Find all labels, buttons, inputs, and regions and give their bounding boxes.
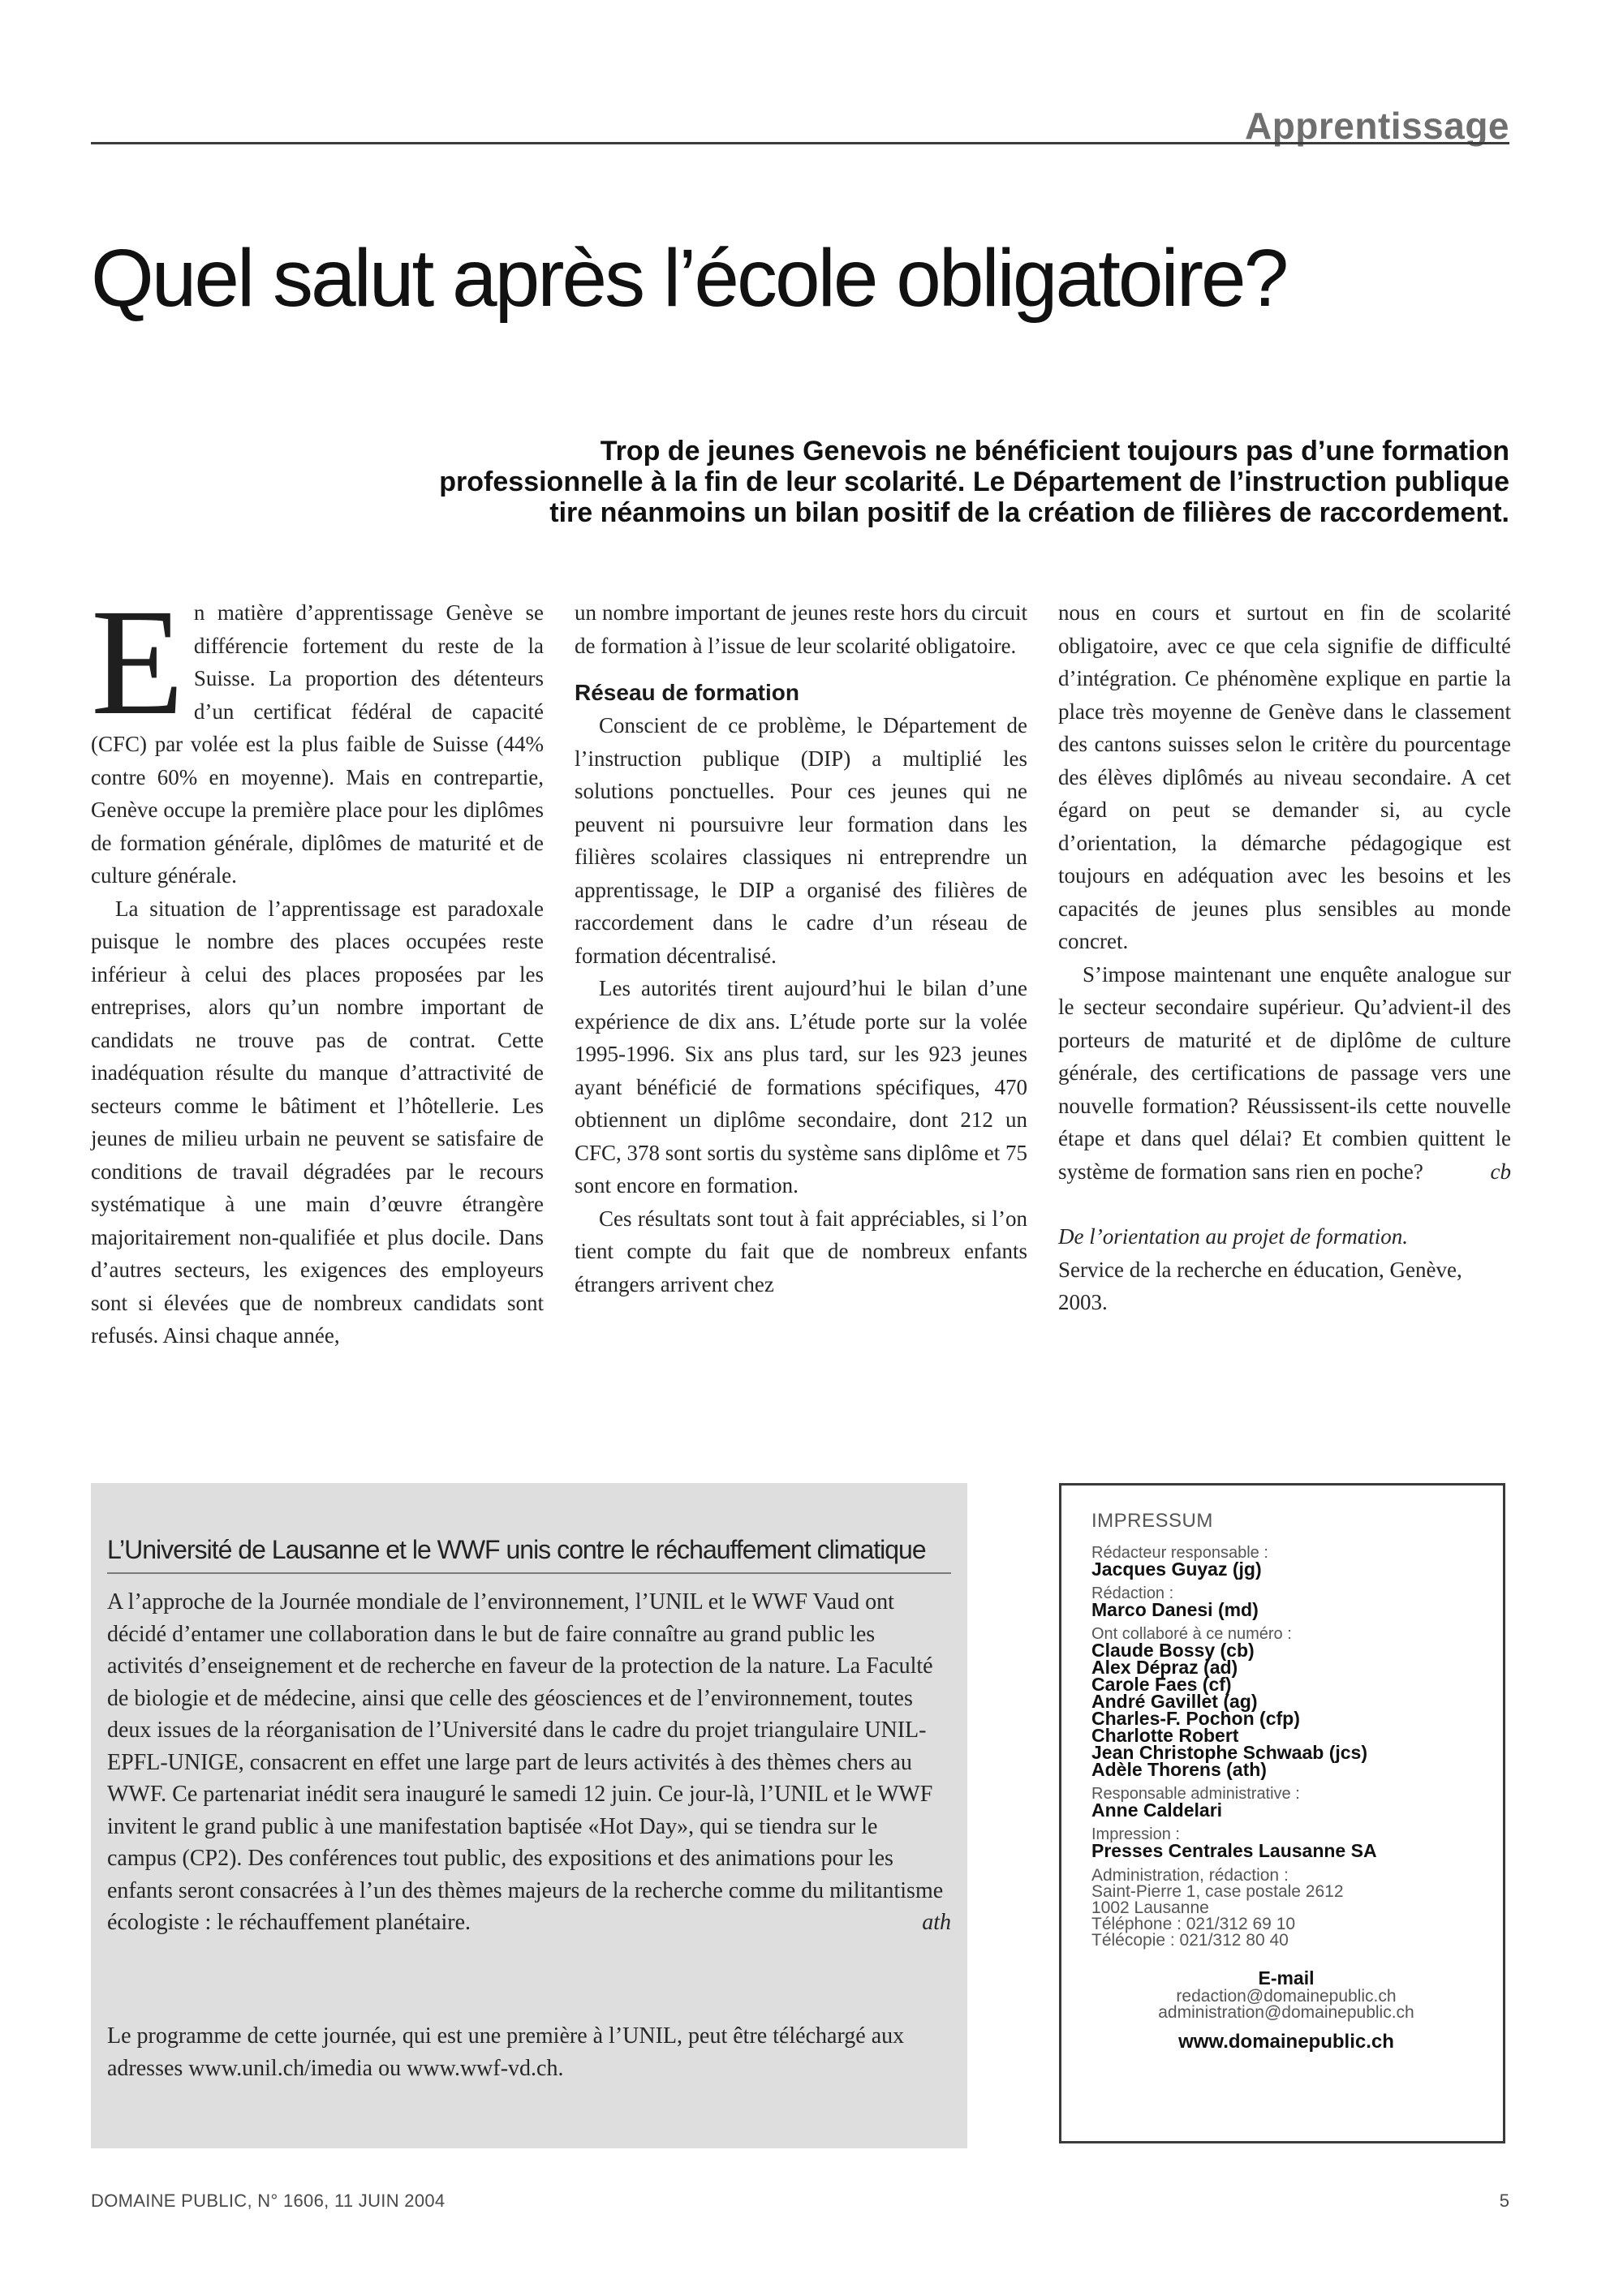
lead-line: tire néanmoins un bilan positif de la création de filières de raccordement.	[549, 497, 1509, 528]
article-paragraph: Conscient de ce problème, le Département de l’instruction publique (DIP) a multiplié les solutions ponctuelles. Pour ces jeunes qui ne peuvent ni poursuivre leur formation dans les filières scolaires classiques ni entreprendre un apprentissage, le DIP a organisé des filières de raccordement dans le cadre d’un réseau de formation décentralisé.	[575, 713, 1027, 968]
article-paragraph: Ces résultats sont tout à fait appréciables, si l’on tient compte du fait que de nombreux enfants étrangers arrivent chez	[575, 1206, 1027, 1296]
sidebar-paragraph: Le programme de cette journée, qui est une première à l’UNIL, peut être téléchargé aux adresses www.unil.ch/imedia ou www.wwf-vd.ch.	[107, 2023, 905, 2081]
footer-issue: DOMAINE PUBLIC, N° 1606, 11 JUIN 2004	[91, 2191, 446, 2211]
impressum-address	[1091, 1868, 1481, 1949]
website-link[interactable]: www.domainepublic.ch	[1178, 2031, 1394, 2053]
sidebar-signature: ath	[922, 1910, 951, 1935]
article-title: Quel salut après l’école obligatoire?	[91, 233, 1287, 324]
impressum-editor	[1091, 1546, 1481, 1578]
article-paragraph	[1058, 958, 1511, 1189]
paragraph-text: n matière d’apprentissage Genève se différencie fortement du reste de la Suisse. La proportion des détenteurs d’un certificat fédéral de capacité (CFC) par volée est la plus faible de Suisse (44% contre 60% en moyenne). Mais en contrepartie, Genève occupe la première place pour les diplômes de formation générale, diplômes de maturité et de culture générale.	[91, 600, 544, 888]
impressum-heading: IMPRESSUM	[1091, 1510, 1213, 1532]
article-lead	[146, 436, 1509, 528]
impressum-label: Rédaction :	[1091, 1584, 1174, 1602]
source-reference	[1058, 1220, 1511, 1319]
impressum-box	[1059, 1483, 1505, 2143]
sidebar-box-rule	[107, 1572, 951, 1574]
lead-line: professionnelle à la fin de leur scolarité. Le Département de l’instruction publique	[439, 467, 1509, 497]
contributor-name: Adèle Thorens (ath)	[1091, 1759, 1267, 1780]
phone-number: Téléphone : 021/312 69 10	[1091, 1915, 1296, 1933]
page-number: 5	[1499, 2191, 1509, 2211]
impressum-label: Impression :	[1091, 1825, 1180, 1843]
contributor-name: Charles-F. Pochon (cfp)	[1091, 1708, 1300, 1729]
section-label: Apprentissage	[1244, 105, 1509, 147]
paragraph-text: S’impose maintenant une enquête analogue sur le secteur secondaire supérieur. Qu’advient-il des porteurs de maturité et de diplôme de culture générale, des certifications de passage vers une nouvelle formation? Réussissent-ils cette nouvelle étape et dans quel délai? Et combien quittent le système de formation sans rien en poche?	[1058, 961, 1511, 1184]
impressum-label: Ont collaboré à ce numéro :	[1091, 1625, 1292, 1643]
article-column-1	[91, 577, 544, 1352]
article-paragraph	[91, 577, 544, 892]
paragraph-text: A l’approche de la Journée mondiale de l’environnement, l’UNIL et le WWF Vaud ont décidé d’entamer une collaboration dans le but de faire connaître au grand public les activités d’enseignement et de recherche en faveur de la protection de la nature. La Faculté de biologie et de médecine, ainsi que celle des géosciences et de l’environnement, toutes deux issues de la réorganisation de l’Université dans le cadre du projet triangulaire UNIL-EPFL-UNIGE, consacrent en effet une large part de leurs activités à des thèmes chers au WWF. Ce partenariat inédit sera inauguré le samedi 12 juin. Ce jour-là, l’UNIL et le WWF invitent le grand public à une manifestation baptisée «Hot Day», qui se tiendra sur le campus (CP2). Des conférences tout public, des expositions et des animations pour les enfants seront consacrées à l’un des thèmes majeurs de la recherche comme du militantisme écologiste : le réchauffement planétaire.	[107, 1589, 944, 1935]
drop-cap: E	[91, 577, 184, 746]
impressum-printer	[1091, 1827, 1481, 1860]
sidebar-box-note	[107, 2020, 951, 2084]
contributor-name: André Gavillet (ag)	[1091, 1691, 1258, 1712]
impressum-admin	[1091, 1786, 1481, 1819]
impressum-value: Jacques Guyaz (jg)	[1091, 1559, 1262, 1580]
article-column-2	[575, 596, 1027, 1301]
article-paragraph: un nombre important de jeunes reste hors du circuit de formation à l’issue de leur scolarité obligatoire.	[575, 600, 1027, 658]
article-paragraph: nous en cours et surtout en fin de scolarité obligatoire, avec ce que cela signifie de difficulté d’intégration. Ce phénomène explique en partie la place très moyenne de Genève dans le classement des cantons suisses selon le critère du pourcentage des élèves diplômés au niveau secondaire. A cet égard on peut se demander si, au cycle d’orientation, la démarche pédagogique est toujours en adéquation avec les besoins et les capacités de jeunes plus sensibles au monde concret.	[1058, 600, 1511, 953]
email-link[interactable]: redaction@domainepublic.ch	[1176, 1987, 1397, 2006]
article-paragraph: La situation de l’apprentissage est paradoxale puisque le nombre des places occupées reste inférieur à celui des places proposées par les entreprises, alors qu’un nombre important de candidats ne trouve pas de contrat. Cette inadéquation résulte du manque d’attractivité de secteurs comme le bâtiment et l’hôtellerie. Les jeunes de milieu urbain ne peuvent se satisfaire de conditions de travail dégradées par le recours systématique à une main d’œuvre étrangère majoritairement non-qualifiée et plus docile. Dans d’autres secteurs, les exigences des employeurs sont si élevées que de nombreux candidats sont refusés. Ainsi chaque année,	[91, 896, 544, 1348]
impressum-value: Anne Caldelari	[1091, 1799, 1223, 1821]
sidebar-box-title: L’Université de Lausanne et le WWF unis contre le réchauffement climatique	[107, 1535, 926, 1564]
contributor-name: Jean Christophe Schwaab (jcs)	[1091, 1742, 1367, 1763]
impressum-editorial	[1091, 1586, 1481, 1619]
impressum-value: Marco Danesi (md)	[1091, 1599, 1259, 1620]
fax-number: Télécopie : 021/312 80 40	[1091, 1931, 1289, 1950]
impressum-contact	[1091, 1967, 1481, 2053]
address-line: 1002 Lausanne	[1091, 1898, 1209, 1917]
article-paragraph: Les autorités tirent aujourd’hui le bilan d’une expérience de dix ans. L’étude porte sur la volée 1995-1996. Six ans plus tard, sur les 923 jeunes ayant bénéficié de formations spécifiques, 470 obtiennent un diplôme secondaire, dont 212 un CFC, 378 sont sortis du système sans diplôme et 75 sont encore en formation.	[575, 976, 1028, 1197]
impressum-label: Rédacteur responsable :	[1091, 1544, 1268, 1562]
contributor-name: Charlotte Robert	[1091, 1725, 1239, 1746]
article-column-3	[1058, 596, 1511, 1319]
header-rule	[91, 142, 1509, 144]
article-subheading: Réseau de formation	[575, 680, 799, 705]
source-title: De l’orientation au projet de formation.	[1058, 1224, 1408, 1249]
impressum-value: Presses Centrales Lausanne SA	[1091, 1840, 1377, 1861]
source-publisher: Service de la recherche en éducation, Genève, 2003.	[1058, 1257, 1462, 1314]
address-line: Saint-Pierre 1, case postale 2612	[1091, 1882, 1344, 1901]
author-signature: cb	[1490, 1159, 1511, 1184]
sidebar-box-body	[107, 1586, 951, 1939]
email-link[interactable]: administration@domainepublic.ch	[1158, 2003, 1414, 2022]
contributor-name: Carole Faes (cf)	[1091, 1674, 1232, 1695]
email-heading: E-mail	[1258, 1967, 1315, 1989]
sidebar-paragraph	[107, 1586, 951, 1939]
impressum-label: Administration, rédaction :	[1091, 1866, 1289, 1885]
contributor-name: Alex Dépraz (ad)	[1091, 1657, 1238, 1678]
lead-line: Trop de jeunes Genevois ne bénéficient toujours pas d’une formation	[600, 436, 1509, 467]
impressum-label: Responsable administrative :	[1091, 1785, 1300, 1803]
impressum-contributors	[1091, 1627, 1481, 1778]
contributor-name: Claude Bossy (cb)	[1091, 1640, 1255, 1661]
